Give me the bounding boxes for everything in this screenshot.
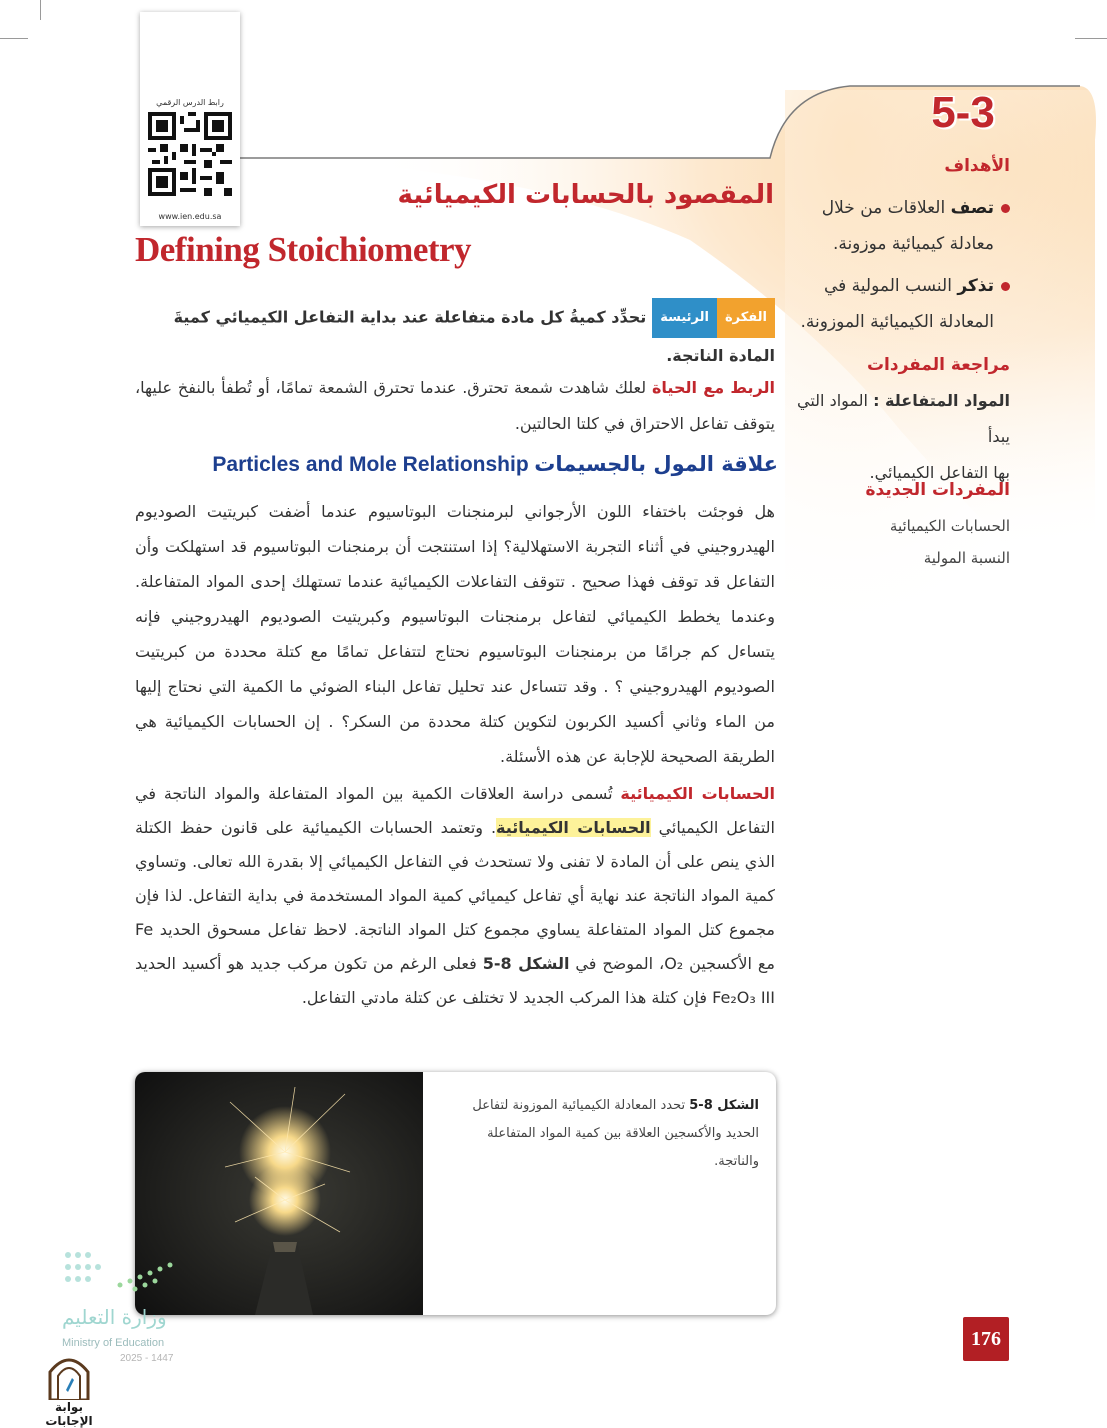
figure-5-8 [135, 1072, 776, 1315]
ministry-dots-icon [60, 1245, 210, 1305]
objective-item: تذكر النسب المولية في المعادلة الكيميائية الموزونة. [790, 268, 1010, 340]
objective-item: تصف العلاقات من خلال معادلة كيميائية موزونة. [790, 190, 1010, 262]
ministry-name-ar: وزارة التعليم [62, 1305, 167, 1329]
vocab-review-block [790, 355, 1010, 491]
section-title-arabic: علاقة المول بالجسيمات [534, 452, 778, 476]
new-vocab-block [790, 480, 1010, 574]
qr-card[interactable] [140, 12, 240, 226]
page-number: 176 [963, 1317, 1009, 1361]
vocab-review-item: المواد المتفاعلة : المواد التي يبدأ بها التفاعل الكيميائي. [797, 391, 1010, 482]
term-stoichiometry: الحسابات الكيميائية [620, 784, 775, 803]
qr-label: رابط الدرس الرقمي [156, 98, 224, 107]
new-vocab-item: النسبة المولية [923, 549, 1010, 567]
body-paragraph: هل فوجئت باختفاء اللون الأرجواني لبرمنجنات البوتاسيوم عندما أضفت كبريتيت الصوديوم الهيدروجيني في أثناء التجربة الاستهلالية؟ إذا استنتجت أن برمنجنات البوتاسيوم قد استهلكت وأن التفاعل قد توقف فهذا صحيح . تتوقف التفاعلات الكيميائية عندما تستهلك إحدى المواد المتفاعلة. وعندما يخطط الكيميائي لتفاعل برمنجنات البوتاسيوم وكبريتيت الصوديوم الهيدروجيني فإنه يتساءل كم جرامًا من برمنجنات البوتاسيوم نحتاج لتتفاعل تمامًا مع كتلة محددة من كبريتيت الصوديوم الهيدروجيني ؟ . وقد تتساءل عند تحليل تفاعل البناء الضوئي ما الكمية التي نحتاج إليها من الماء وثاني أكسيد الكربون لتكوين كتلة محددة من السكر؟ . إن الحسابات الكيميائية هي الطريقة الصحيحة للإجابة عن هذه الأسئلة. [135, 502, 775, 766]
section-heading [178, 452, 778, 477]
main-idea [135, 298, 775, 374]
edition-year: 2025 - 1447 [120, 1353, 174, 1364]
new-vocab-item: الحسابات الكيميائية [889, 517, 1010, 535]
new-vocab-title: المفردات الجديدة [865, 480, 1010, 500]
ministry-name-en: Ministry of Education [62, 1337, 165, 1349]
lesson-title-arabic: المقصود بالحسابات الكيميائية [397, 180, 774, 210]
section-title-english: Particles and Mole Relationship [212, 453, 529, 476]
figure-caption: الشكل 8-5 تحدد المعادلة الكيميائية الموزونة لتفاعل الحديد والأكسجين العلاقة بين كمية المواد المتفاعلة والناتجة. [472, 1098, 759, 1169]
figure-reference: الشكل 8-5 [482, 954, 570, 973]
stoichiometry-paragraph: الحسابات الكيميائية تُسمى دراسة العلاقات الكمية بين المواد المتفاعلة والمواد الناتجة في التفاعل الكيميائي الحسابات الكيميائية. وتعتمد الحسابات الكيميائية على قانون حفظ الكتلة الذي ينص على أن المادة لا تفنى ولا تستحدث في التفاعل الكيميائي إلا بقدرة الله تعالى. وتساوي كمية المواد الناتجة عند نهاية أي تفاعل كيميائي كمية المواد المستخدمة في بداية التفاعل. لذا فإن مجموع كتل المواد المتفاعلة يساوي مجموع كتل المواد الناتجة. لاحظ تفاعل مسحوق الحديد Fe مع الأكسجين O₂، الموضح في الشكل 8-5 فعلى الرغم من تكون مركب جديد هو أكسيد الحديد Fe₂O₃ III فإن كتلة هذا المركب الجديد لا تختلف عن كتلة مادتي التفاعل. [135, 784, 776, 1007]
main-idea-badge: الفكرة الرئيسة [652, 298, 775, 338]
real-world-paragraph: الربط مع الحياة لعلك شاهدت شمعة تحترق. عندما تحترق الشمعة تمامًا، أو تُطفأ بالنفخ عليها، يتوقف تفاعل الاحتراق في كلتا الحالتين. [135, 378, 775, 433]
figure-label: الشكل 8-5 [689, 1098, 759, 1113]
highlighted-term: الحسابات الكيميائية [496, 818, 651, 837]
gate-icon [30, 1350, 108, 1400]
lesson-title-english: Defining Stoichiometry [135, 230, 472, 269]
qr-code-icon[interactable] [148, 112, 232, 196]
objectives-title: الأهداف [944, 156, 1010, 176]
objectives-block [790, 156, 1010, 340]
lesson-number: 5-3 [931, 88, 995, 137]
vocab-review-title: مراجعة المفردات [866, 355, 1010, 375]
site-logo[interactable]: بوابة الإجابات [30, 1350, 108, 1425]
qr-url: www.ien.edu.sa [158, 212, 222, 221]
main-idea-text: تحدِّد كميةُ كل مادة متفاعلة عند بداية التفاعل الكيميائي كميةَ المادة الناتجة. [173, 307, 775, 365]
